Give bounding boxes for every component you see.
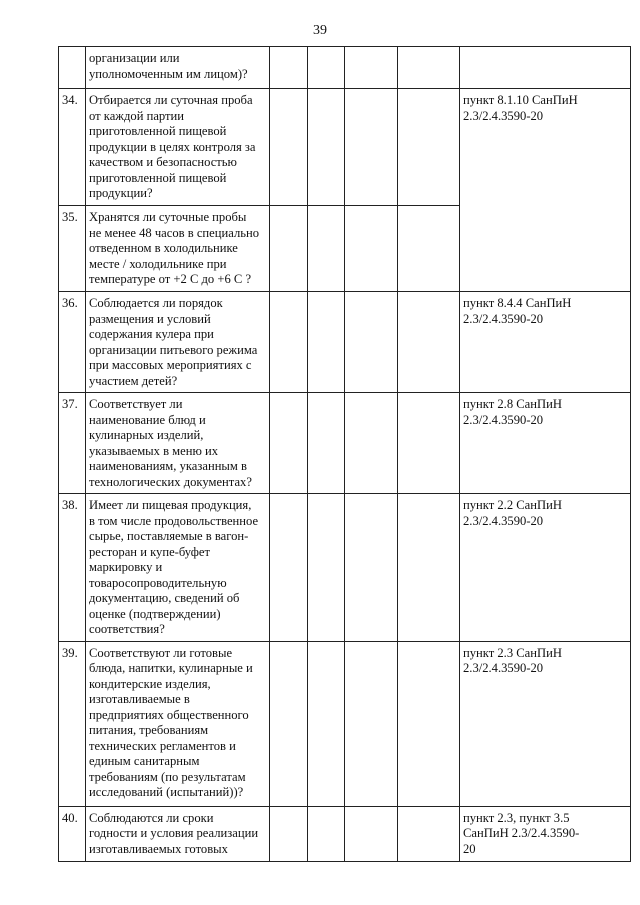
notes-cell[interactable]: [398, 47, 460, 89]
answer-na-cell[interactable]: [345, 641, 398, 806]
question-text: Соответствуют ли готовые блюда, напитки, кулинарные и кондитерские изделия, изготавливаемые в предприятиях общественного питания, требованиям технических регламентов и единым санитарным требованиям (по результатам исследований (испытаний))?: [86, 641, 270, 806]
answer-no-cell[interactable]: [308, 292, 345, 393]
answer-yes-cell[interactable]: [270, 393, 308, 494]
question-text: Хранятся ли суточные пробы не менее 48 часов в специально отведенном в холодильнике месте / холодильнике при температуре от +2 С до +6 С ?: [86, 206, 270, 292]
answer-yes-cell[interactable]: [270, 47, 308, 89]
question-text: организации или уполномоченным им лицом)?: [86, 47, 270, 89]
row-number: 37.: [59, 393, 86, 494]
notes-cell[interactable]: [398, 806, 460, 861]
notes-cell[interactable]: [398, 292, 460, 393]
answer-no-cell[interactable]: [308, 641, 345, 806]
table-row: [59, 393, 631, 494]
row-number: 40.: [59, 806, 86, 861]
row-number: 38.: [59, 494, 86, 642]
answer-na-cell[interactable]: [345, 89, 398, 206]
notes-cell[interactable]: [398, 89, 460, 206]
row-number: 39.: [59, 641, 86, 806]
row-number: 35.: [59, 206, 86, 292]
table-row: [59, 89, 631, 206]
table-row: [59, 641, 631, 806]
answer-no-cell[interactable]: [308, 806, 345, 861]
answer-no-cell[interactable]: [308, 206, 345, 292]
reference-cell: пункт 8.4.4 СанПиН 2.3/2.4.3590-20: [460, 292, 631, 393]
answer-yes-cell[interactable]: [270, 806, 308, 861]
question-text: Соответствует ли наименование блюд и кулинарных изделий, указываемых в меню их наименованиям, указанным в технологических документах?: [86, 393, 270, 494]
answer-yes-cell[interactable]: [270, 494, 308, 642]
reference-cell: пункт 2.2 СанПиН 2.3/2.4.3590-20: [460, 494, 631, 642]
reference-cell: [460, 47, 631, 89]
reference-cell: пункт 2.3, пункт 3.5 СанПиН 2.3/2.4.3590- 20: [460, 806, 631, 861]
notes-cell[interactable]: [398, 206, 460, 292]
answer-na-cell[interactable]: [345, 393, 398, 494]
reference-cell: пункт 2.8 СанПиН 2.3/2.4.3590-20: [460, 393, 631, 494]
question-text: Соблюдается ли порядок размещения и условий содержания кулера при организации питьевого режима при массовых мероприятиях с участием детей?: [86, 292, 270, 393]
page-number: 39: [313, 23, 327, 38]
answer-yes-cell[interactable]: [270, 89, 308, 206]
answer-na-cell[interactable]: [345, 47, 398, 89]
notes-cell[interactable]: [398, 494, 460, 642]
answer-yes-cell[interactable]: [270, 206, 308, 292]
reference-cell: пункт 8.1.10 СанПиН 2.3/2.4.3590-20: [460, 89, 631, 292]
question-text: Имеет ли пищевая продукция, в том числе продовольственное сырье, поставляемые в вагон- ресторан и купе-буфет маркировку и товаросопроводительную документацию, сведений об оценке (подтверждении) соответствия?: [86, 494, 270, 642]
table-row: [59, 292, 631, 393]
row-number: 34.: [59, 89, 86, 206]
table-row: [59, 806, 631, 861]
reference-cell: пункт 2.3 СанПиН 2.3/2.4.3590-20: [460, 641, 631, 806]
notes-cell[interactable]: [398, 393, 460, 494]
answer-yes-cell[interactable]: [270, 641, 308, 806]
table-row: [59, 47, 631, 89]
table-row: [59, 494, 631, 642]
row-number: [59, 47, 86, 89]
answer-no-cell[interactable]: [308, 47, 345, 89]
answer-na-cell[interactable]: [345, 494, 398, 642]
answer-no-cell[interactable]: [308, 393, 345, 494]
notes-cell[interactable]: [398, 641, 460, 806]
answer-na-cell[interactable]: [345, 292, 398, 393]
question-text: Отбирается ли суточная проба от каждой партии приготовленной пищевой продукции в целях контроля за качеством и безопасностью приготовленной пищевой продукции?: [86, 89, 270, 206]
answer-na-cell[interactable]: [345, 806, 398, 861]
answer-no-cell[interactable]: [308, 494, 345, 642]
checklist-table: [58, 46, 631, 862]
answer-yes-cell[interactable]: [270, 292, 308, 393]
row-number: 36.: [59, 292, 86, 393]
answer-no-cell[interactable]: [308, 89, 345, 206]
answer-na-cell[interactable]: [345, 206, 398, 292]
question-text: Соблюдаются ли сроки годности и условия реализации изготавливаемых готовых: [86, 806, 270, 861]
